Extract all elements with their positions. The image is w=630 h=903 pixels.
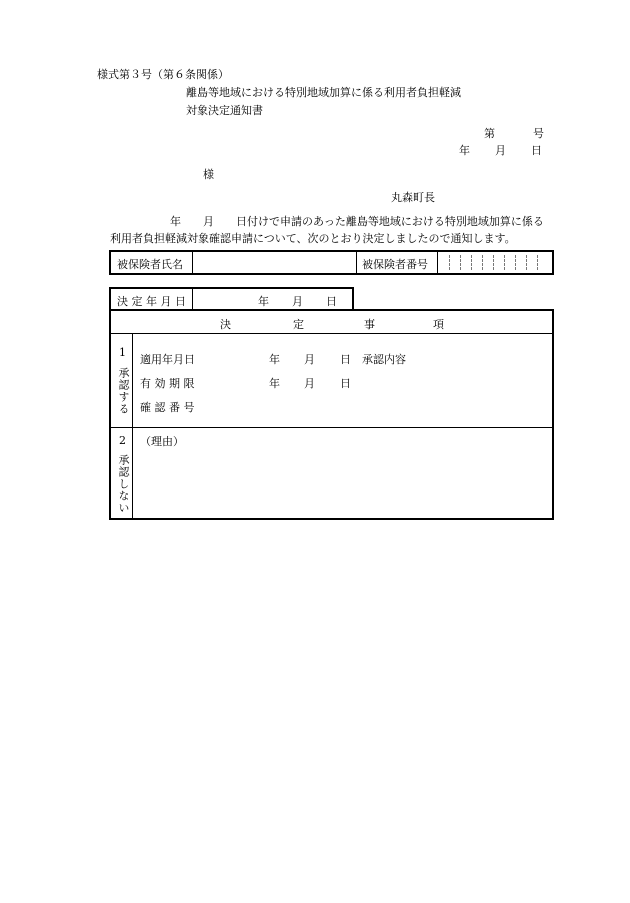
decision-date-day: 日 (326, 295, 337, 308)
approval-content-label: 承認内容 (362, 353, 406, 366)
validity-month: 月 (304, 377, 315, 390)
insured-info-table (109, 250, 554, 275)
validity-year: 年 (269, 377, 280, 390)
section2-label: 承認しない (117, 454, 130, 514)
decision-header-3: 事 (364, 318, 375, 331)
effective-date-year: 年 (269, 353, 280, 366)
validity-day: 日 (340, 377, 351, 390)
insured-number-field[interactable] (438, 252, 552, 273)
doc-number-dai: 第 (484, 127, 495, 140)
insured-name-label: 被保険者氏名 (117, 258, 183, 271)
decision-header-4: 項 (433, 318, 444, 331)
date-month: 月 (495, 144, 506, 157)
issuer-name: 丸森町長 (391, 191, 435, 204)
document-title-line2: 対象決定通知書 (186, 104, 263, 117)
effective-date-month: 月 (304, 353, 315, 366)
insured-name-field[interactable] (195, 252, 355, 273)
decision-date-box (109, 287, 354, 311)
section1-number: 1 (119, 346, 126, 359)
section2-number: 2 (119, 434, 126, 447)
decision-header-2: 定 (293, 318, 304, 331)
validity-period-label: 有 効 期 限 (140, 377, 195, 390)
decision-header-1: 決 (220, 318, 231, 331)
body-line1: 年 月 日付けで申請のあった離島等地域における特別地域加算に係る (170, 215, 544, 228)
body-line2: 利用者負担軽減対象確認申請について、次のとおり決定しましたので通知します。 (110, 232, 516, 245)
form-number: 様式第３号（第６条関係） (97, 68, 229, 81)
doc-number-go: 号 (533, 127, 544, 140)
reason-label: （理由） (140, 435, 184, 448)
date-day: 日 (531, 144, 542, 157)
section1-label: 承認する (117, 367, 130, 415)
decision-date-year: 年 (258, 295, 269, 308)
document-title-line1: 離島等地域における特別地域加算に係る利用者負担軽減 (186, 86, 461, 99)
confirmation-number-label: 確 認 番 号 (140, 401, 195, 414)
insured-number-label: 被保険者番号 (362, 258, 428, 271)
addressee-suffix: 様 (203, 168, 214, 181)
date-year: 年 (459, 144, 470, 157)
decision-table (109, 309, 554, 520)
decision-date-month: 月 (292, 295, 303, 308)
effective-date-label: 適用年月日 (140, 353, 195, 366)
effective-date-day: 日 (340, 353, 351, 366)
decision-date-label: 決 定 年 月 日 (117, 295, 186, 308)
